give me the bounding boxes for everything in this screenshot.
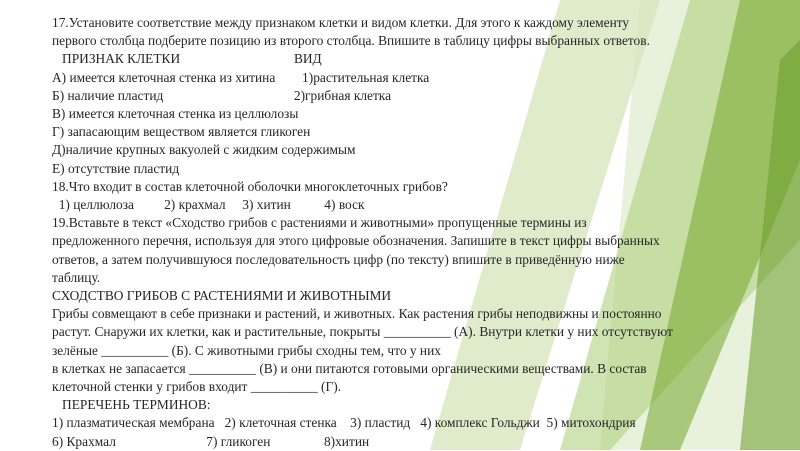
text-line-passage-2: растут. Снаружи их клетки, как и растительные, покрыты __________ (А). Внутри клетки у них отсутствуют (52, 324, 673, 340)
text-line-task-17a: 17.Установите соответствие между признаком клетки и видом клетки. Для этого к каждому элементу (52, 15, 630, 30)
slide-text (52, 14, 752, 451)
text-line-terms-heading: ПЕРЕЧЕНЬ ТЕРМИНОВ: (52, 397, 211, 413)
text-line-terms-2: 6) Крахмал 7) гликоген 8)хитин (52, 433, 370, 449)
text-line-task-17b: первого столбца подберите позицию из второго столбца. Впишите в таблицу цифры выбранных ответов. (52, 33, 650, 49)
text-line-task-19b: предложенного перечня, используя для этого цифровые обозначения. Запишите в текст цифры выбранных (52, 233, 660, 249)
text-line-column-headers: ПРИЗНАК КЛЕТКИ ВИД (52, 51, 322, 67)
text-line-option-b: Б) наличие пластид 2)грибная клетка (52, 87, 392, 103)
text-line-task-19a: 19.Вставьте в текст «Сходство грибов с растениями и животными» пропущенные термины из (52, 215, 587, 231)
text-line-terms-1: 1) плазматическая мембрана 2) клеточная стенка 3) пластид 4) комплекс Гольджи 5) митохондрия (52, 415, 636, 431)
text-line-passage-5: клеточной стенки у грибов входит __________ (Г). (52, 379, 342, 395)
text-line-task-19d: таблицу. (52, 269, 101, 285)
text-line-option-a: А) имеется клеточная стенка из хитина 1)растительная клетка (52, 69, 430, 85)
text-line-task-18-options: 1) целлюлоза 2) крахмал 3) хитин 4) воск (52, 197, 365, 213)
text-line-passage-3: зелёные __________ (Б). С животными грибы сходны тем, что у них (52, 342, 441, 358)
text-line-passage-1: Грибы совмещают в себе признаки и растений, и животных. Как растения грибы неподвижны и постоянно (52, 306, 662, 322)
text-line-option-d: Д)наличие крупных вакуолей с жидким содержимым (52, 142, 356, 158)
text-line-option-e: Е) отсутствие пластид (52, 160, 180, 176)
text-line-task-19c: ответов, а затем получившуюся последовательность цифр (по тексту) впишите в приведённую ниже (52, 251, 625, 267)
text-line-heading-similarity: СХОДСТВО ГРИБОВ С РАСТЕНИЯМИ И ЖИВОТНЫМИ (52, 288, 392, 304)
text-line-option-v: В) имеется клеточная стенка из целлюлозы (52, 106, 299, 122)
text-line-option-g: Г) запасающим веществом является гликоген (52, 124, 311, 140)
text-line-passage-4: в клетках не запасается __________ (В) и они питаются готовыми органическими веществами. В состав (52, 360, 647, 376)
text-line-task-18: 18.Что входит в состав клеточной оболочки многоклеточных грибов? (52, 178, 448, 194)
